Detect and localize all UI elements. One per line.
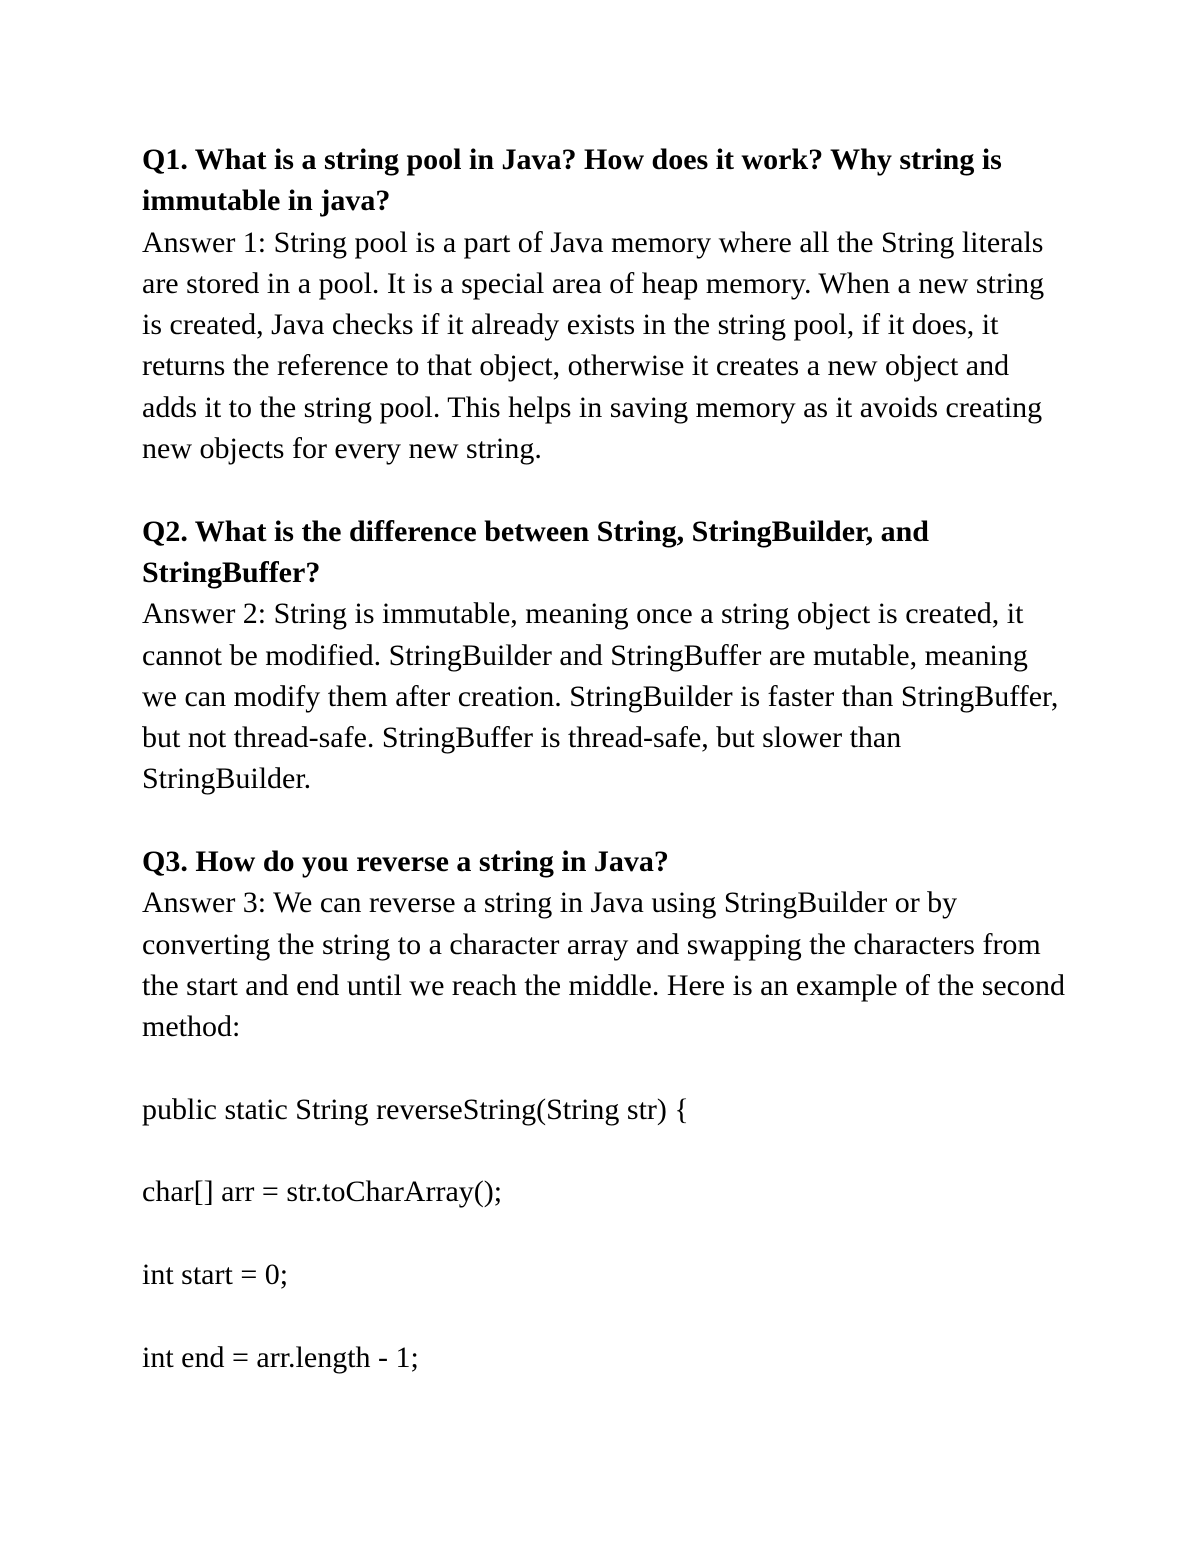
qa-block-2 xyxy=(142,511,1067,800)
answer-1: Answer 1: String pool is a part of Java memory where all the String literals are stored in a pool. It is a special area of heap memory. When a new string is created, Java checks if it already exists in the string pool, if it does, it returns the reference to that object, otherwise it creates a new object and adds it to the string pool. This helps in saving memory as it avoids creating new objects for every new string. xyxy=(142,225,1045,466)
code-line: int end = arr.length - 1; xyxy=(142,1340,419,1374)
document-page xyxy=(142,139,1067,1419)
code-line: int start = 0; xyxy=(142,1258,289,1292)
code-example xyxy=(142,1089,1067,1378)
code-line: public static String reverseString(String str) { xyxy=(142,1092,689,1126)
answer-3: Answer 3: We can reverse a string in Java using StringBuilder or by converting the string to a character array and swapping the characters from the start and end until we reach the middle. Here is an example of the second method: xyxy=(142,886,1065,1044)
question-2: Q2. What is the difference between String, StringBuilder, and StringBuffer? xyxy=(142,514,929,589)
question-1: Q1. What is a string pool in Java? How does it work? Why string is immutable in java? xyxy=(142,143,1002,218)
qa-block-1 xyxy=(142,139,1067,469)
answer-2: Answer 2: String is immutable, meaning once a string object is created, it cannot be modified. StringBuilder and StringBuffer are mutable, meaning we can modify them after creation. StringBuilder is faster than StringBuffer, but not thread-safe. StringBuffer is thread-safe, but slower than StringBuilder. xyxy=(142,597,1059,796)
code-line: char[] arr = str.toCharArray(); xyxy=(142,1175,503,1209)
qa-block-3 xyxy=(142,841,1067,1047)
question-3: Q3. How do you reverse a string in Java? xyxy=(142,845,669,879)
